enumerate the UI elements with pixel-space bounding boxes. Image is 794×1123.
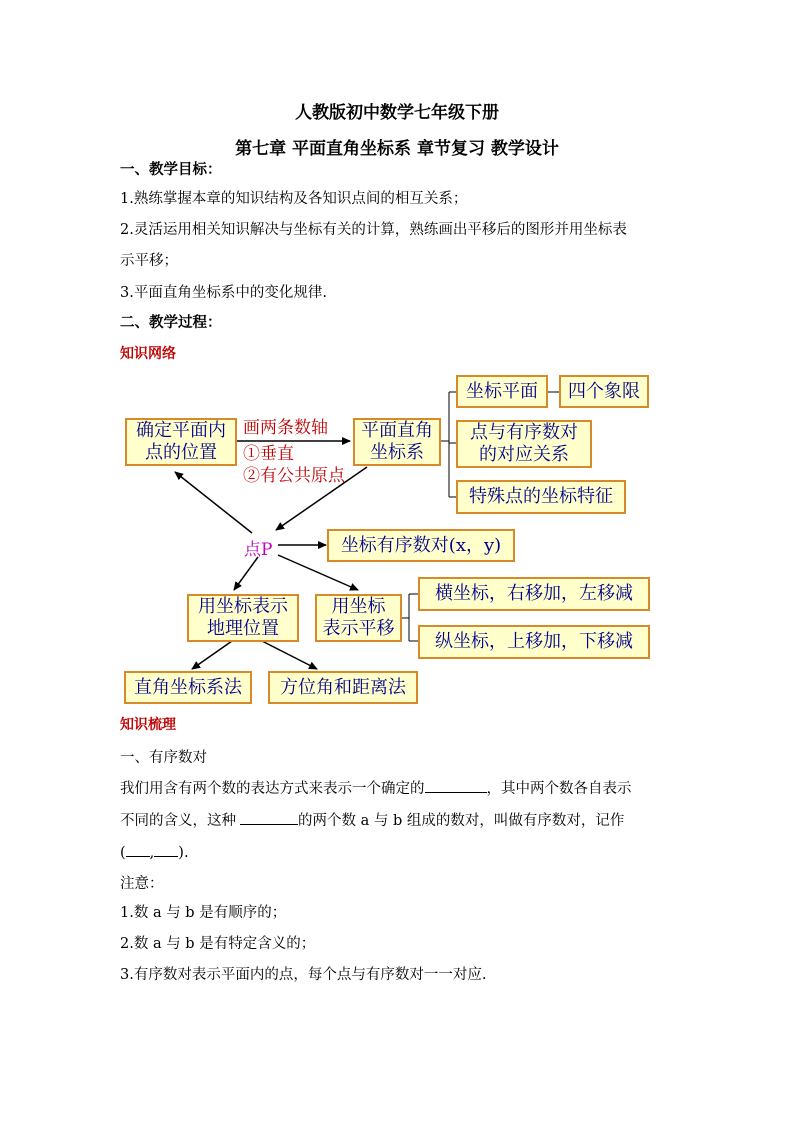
subheading-network: 知识网络	[120, 346, 176, 362]
paragraph-line-3: ( , ).	[120, 842, 680, 863]
box-four-quadrants: 四个象限	[559, 375, 649, 408]
arrow-geo-to-rect-method	[192, 641, 232, 669]
box-translation: 用坐标 表示平移	[315, 594, 402, 642]
section-heading-goals: 一、教学目标：	[120, 161, 222, 178]
goal-2-line-2: 示平移；	[120, 253, 178, 269]
section-heading-process: 二、教学过程：	[120, 314, 222, 331]
box-rect-coordinate-method: 直角坐标系法	[124, 671, 252, 704]
box-bearing-distance-method: 方位角和距离法	[268, 671, 418, 704]
label-common-origin: ②有公共原点	[243, 466, 345, 486]
arrow-p-to-geo	[234, 557, 258, 590]
label-perpendicular: ①垂直	[243, 444, 294, 464]
document-title: 人教版初中数学七年级下册	[295, 103, 499, 123]
goal-2-line-1: 2.灵活运用相关知识解决与坐标有关的计算，熟练画出平移后的图形并用坐标表	[120, 222, 627, 238]
fill-blank-3[interactable]	[126, 842, 150, 857]
label-point-p: 点P	[244, 540, 273, 560]
paragraph-line-2: 不同的含义，这种 的两个数 a 与 b 组成的数对，叫做有序数对，记作	[120, 810, 680, 831]
goal-1: 1.熟练掌握本章的知识结构及各知识点间的相互关系；	[120, 191, 468, 207]
arrow-geo-to-bearing	[262, 641, 317, 669]
note-3: 3.有序数对表示平面内的点，每个点与有序数对一一对应.	[120, 967, 487, 983]
box-point-pair-correspondence: 点与有序数对 的对应关系	[456, 420, 592, 468]
box-geographic-position: 用坐标表示 地理位置	[187, 594, 299, 642]
box-coordinate-plane: 坐标平面	[456, 375, 548, 408]
box-vertical-rule: 纵坐标，上移加，下移减	[418, 625, 650, 659]
note-label: 注意：	[120, 876, 164, 892]
fill-blank-4[interactable]	[154, 842, 178, 857]
box-rectangular-coordinate-system: 平面直角 坐标系	[353, 418, 441, 466]
arrow-p-to-determine	[175, 472, 252, 533]
box-determine-point-position: 确定平面内 点的位置	[125, 418, 237, 466]
note-2: 2.数 a 与 b 是有特定含义的；	[120, 936, 316, 952]
note-1: 1.数 a 与 b 是有顺序的；	[120, 905, 287, 921]
goal-3: 3.平面直角坐标系中的变化规律.	[120, 285, 327, 301]
box-ordered-pair: 坐标有序数对(x，y)	[327, 529, 515, 562]
box-special-points: 特殊点的坐标特征	[456, 480, 626, 514]
fill-blank-1[interactable]	[425, 778, 487, 793]
subheading-sorting: 知识梳理	[120, 717, 176, 733]
subsection-ordered-pairs: 一、有序数对	[120, 750, 207, 766]
fill-blank-2[interactable]	[240, 810, 298, 825]
box-horizontal-rule: 横坐标，右移加，左移减	[418, 577, 650, 611]
chapter-title: 第七章 平面直角坐标系 章节复习 教学设计	[235, 139, 559, 159]
paragraph-line-1: 我们用含有两个数的表达方式来表示一个确定的 ，其中两个数各自表示	[120, 778, 680, 799]
label-draw-two-axes: 画两条数轴	[243, 418, 328, 438]
